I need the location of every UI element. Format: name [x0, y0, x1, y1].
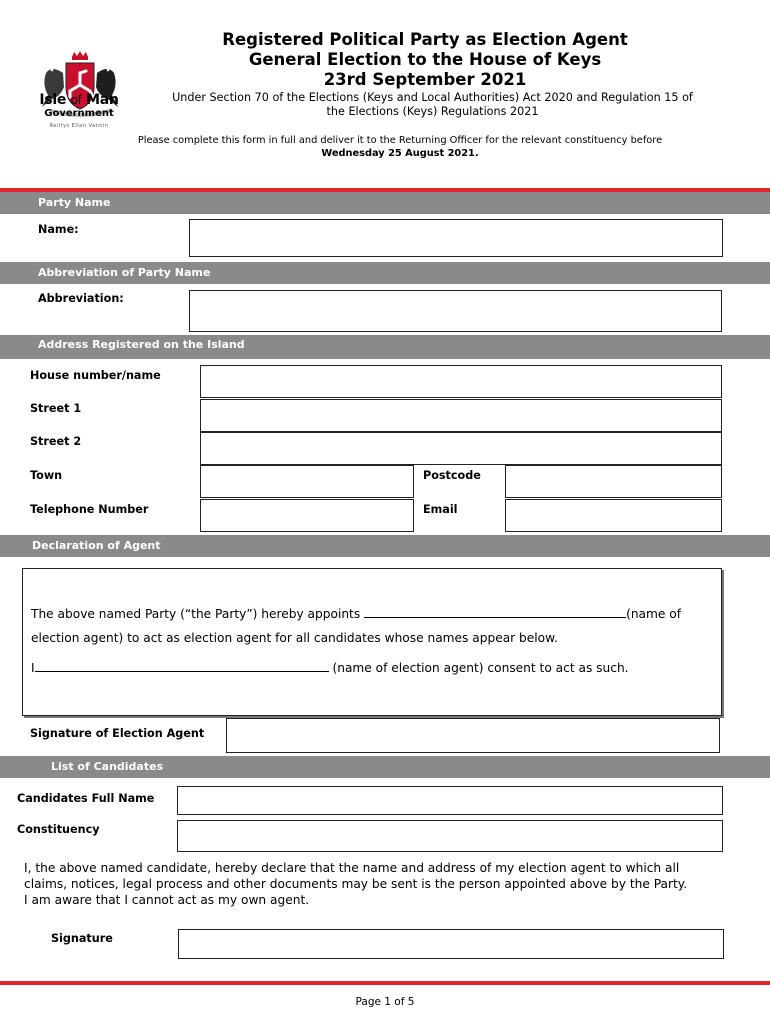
isle-of-man-crest-logo — [30, 28, 130, 138]
candidate-name-field[interactable] — [177, 786, 723, 815]
bottom-divider — [0, 981, 770, 985]
postcode-label: Postcode — [423, 469, 481, 482]
street1-label: Street 1 — [30, 402, 82, 415]
section-bar-candidates: List of Candidates — [0, 756, 770, 778]
abbreviation-label: Abbreviation: — [38, 292, 124, 305]
candidate-signature-label: Signature — [51, 932, 113, 945]
email-label: Email — [423, 503, 458, 516]
constituency-field[interactable] — [177, 820, 723, 852]
candidate-declaration-text: I, the above named candidate, hereby declare that the name and address of my election agent to which all claims, notices, legal process and other documents may be sent is the person appointed above by the Party. I am aware that I cannot act as my own agent. — [24, 861, 688, 907]
postcode-field[interactable] — [505, 465, 722, 498]
agent-name-blank[interactable] — [364, 604, 626, 618]
form-title-line2: General Election to the House of Keys — [248, 50, 602, 69]
section-bar-address: Address Registered on the Island — [0, 335, 770, 359]
deadline-text: Wednesday 25 August 2021. — [321, 148, 479, 159]
logo-wordmark: Isle of Man — [39, 92, 119, 108]
declaration-line1: The above named Party (“the Party”) hereby appoints (name of — [31, 604, 711, 621]
abbreviation-field[interactable] — [189, 290, 722, 332]
house-label: House number/name — [30, 369, 161, 382]
candidate-name-label: Candidates Full Name — [17, 792, 155, 805]
section-bar-abbreviation: Abbreviation of Party Name — [0, 262, 770, 284]
logo-motto: Reiltys Ellan Vannin — [49, 123, 109, 129]
consenting-agent-blank[interactable] — [35, 658, 329, 672]
instruction-text: Please complete this form in full and deliver it to the Returning Officer for the relevant constituency before — [137, 135, 663, 146]
legal-basis-line1: Under Section 70 of the Elections (Keys and Local Authorities) Act 2020 and Regulation 15 of — [172, 91, 693, 104]
telephone-label: Telephone Number — [30, 503, 149, 516]
town-field[interactable] — [200, 465, 414, 498]
form-title: Registered Political Party as Election Agent — [222, 30, 628, 49]
street2-field[interactable] — [200, 432, 722, 465]
party-name-field[interactable] — [189, 219, 723, 257]
agent-signature-field[interactable] — [226, 718, 720, 753]
declaration-line3: I (name of election agent) consent to act as such. — [31, 658, 711, 675]
section-bar-party-name: Party Name — [0, 192, 770, 214]
constituency-label: Constituency — [17, 823, 100, 836]
section-bar-declaration: Declaration of Agent — [0, 535, 770, 557]
logo-subtitle: Government — [44, 108, 114, 119]
town-label: Town — [30, 469, 63, 482]
agent-signature-label: Signature of Election Agent — [30, 727, 205, 740]
house-field[interactable] — [200, 365, 722, 398]
candidate-signature-field[interactable] — [178, 929, 724, 959]
street2-label: Street 2 — [30, 435, 82, 448]
page-number: Page 1 of 5 — [355, 996, 415, 1008]
form-title-date: 23rd September 2021 — [323, 70, 527, 89]
telephone-field[interactable] — [200, 499, 414, 532]
declaration-line2: election agent) to act as election agent for all candidates whose names appear below. — [31, 631, 558, 645]
email-field[interactable] — [505, 499, 722, 532]
street1-field[interactable] — [200, 399, 722, 432]
legal-basis-line2: the Elections (Keys) Regulations 2021 — [326, 105, 539, 118]
party-name-label: Name: — [38, 223, 79, 236]
